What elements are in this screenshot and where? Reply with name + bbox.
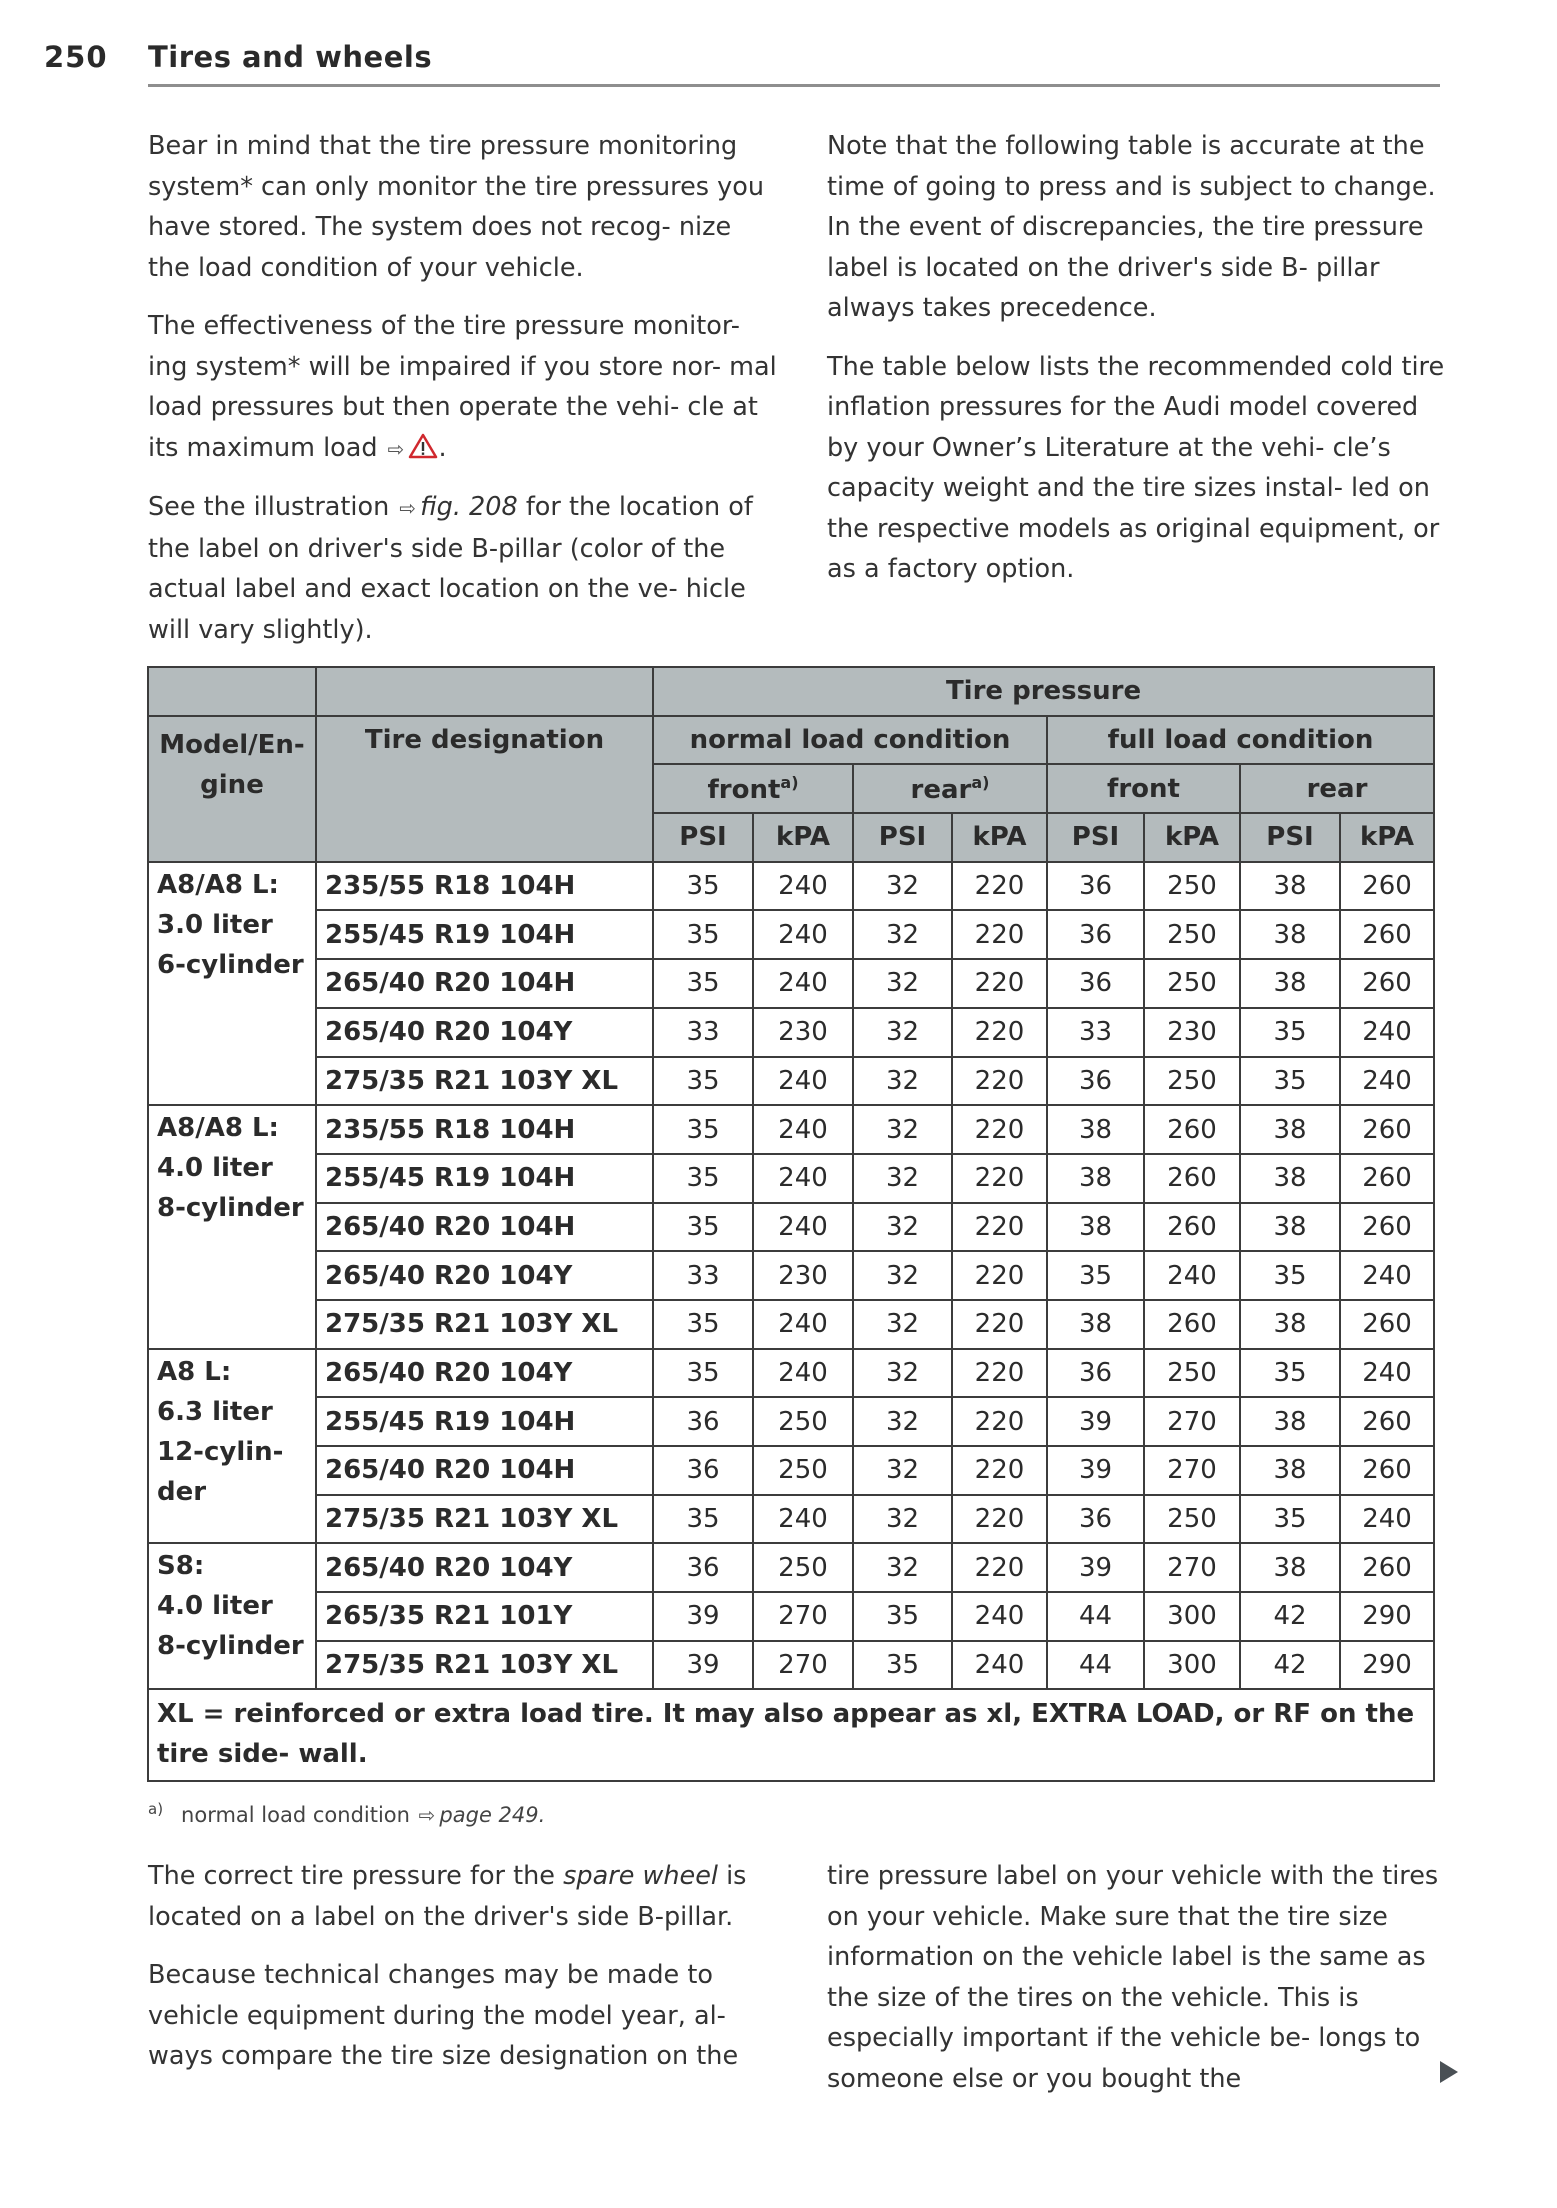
table-row bbox=[148, 1154, 1434, 1203]
kpa-cell: 250 bbox=[753, 1397, 853, 1446]
kpa-cell: 290 bbox=[1340, 1592, 1434, 1641]
psi-cell: 35 bbox=[1047, 1251, 1144, 1300]
psi-cell: 32 bbox=[853, 910, 952, 959]
psi-cell: 32 bbox=[853, 1154, 952, 1203]
kpa-cell: 260 bbox=[1340, 959, 1434, 1008]
kpa-cell: 220 bbox=[952, 959, 1047, 1008]
psi-cell: 36 bbox=[1047, 1349, 1144, 1398]
table-row bbox=[148, 1446, 1434, 1495]
tire-designation-cell: 265/40 R20 104Y bbox=[316, 1251, 653, 1300]
kpa-cell: 240 bbox=[753, 959, 853, 1008]
intro-paragraph-2-text: The effectiveness of the tire pressure monitor- ing system* will be impaired if you store nor- mal load pressures but then operate the vehi- cle at its maximum load bbox=[148, 311, 777, 463]
psi-cell: 39 bbox=[653, 1641, 753, 1690]
model-engine-line: 6.3 liter bbox=[157, 1396, 273, 1427]
model-engine-cell bbox=[148, 1105, 316, 1348]
psi-cell: 35 bbox=[653, 1495, 753, 1544]
model-engine-line: 3.0 liter bbox=[157, 909, 273, 940]
psi-cell: 32 bbox=[853, 1105, 952, 1154]
intro-paragraph-3-start: See the illustration bbox=[148, 492, 390, 522]
model-engine-line: 4.0 liter bbox=[157, 1153, 273, 1184]
model-engine-line: A8/A8 L: bbox=[157, 869, 279, 900]
tire-designation-cell: 265/40 R20 104H bbox=[316, 1446, 653, 1495]
intro-paragraph-3-end: for the location of the label on driver's side B-pillar (color of the actual label and exact location on the ve- hicle will vary slightly). bbox=[148, 492, 753, 645]
psi-cell: 36 bbox=[653, 1446, 753, 1495]
psi-cell: 38 bbox=[1240, 1300, 1340, 1349]
table-row bbox=[148, 1349, 1434, 1398]
model-engine-line: 8-cylinder bbox=[157, 1193, 304, 1224]
kpa-cell: 250 bbox=[753, 1543, 853, 1592]
kpa-cell: 250 bbox=[1144, 862, 1240, 911]
next-page-arrow-icon[interactable] bbox=[1440, 2061, 1458, 2083]
intro-right-column bbox=[827, 126, 1447, 608]
psi-cell: 32 bbox=[853, 862, 952, 911]
psi-cell: 35 bbox=[653, 1154, 753, 1203]
table-row bbox=[148, 1008, 1434, 1057]
tire-designation-cell: 265/35 R21 101Y bbox=[316, 1592, 653, 1641]
intro-right-paragraph-2: The table below lists the recommended cold tire inflation pressures for the Audi model covered by your Owner’s Literature at the vehi- cle’s capacity weight and the tire sizes instal- led on the respective models as original equipment, or as a factory option. bbox=[827, 351, 1445, 584]
psi-cell: 44 bbox=[1047, 1592, 1144, 1641]
header-full-rear: rear bbox=[1240, 764, 1434, 813]
header-front-label: front bbox=[707, 774, 781, 805]
kpa-cell: 260 bbox=[1144, 1105, 1240, 1154]
psi-cell: 33 bbox=[653, 1251, 753, 1300]
psi-cell: 35 bbox=[653, 1203, 753, 1252]
table-row bbox=[148, 1495, 1434, 1544]
psi-cell: 38 bbox=[1240, 862, 1340, 911]
header-rear-label: rear bbox=[910, 774, 972, 805]
kpa-cell: 220 bbox=[952, 910, 1047, 959]
kpa-cell: 260 bbox=[1340, 1105, 1434, 1154]
model-engine-line: 6-cylinder bbox=[157, 949, 304, 980]
tire-designation-cell: 255/45 R19 104H bbox=[316, 1397, 653, 1446]
model-engine-cell bbox=[148, 862, 316, 1105]
psi-cell: 38 bbox=[1240, 1543, 1340, 1592]
psi-cell: 39 bbox=[1047, 1446, 1144, 1495]
model-engine-line: S8: bbox=[157, 1551, 205, 1582]
model-engine-line: der bbox=[157, 1476, 207, 1507]
kpa-cell: 260 bbox=[1340, 1446, 1434, 1495]
kpa-cell: 240 bbox=[952, 1641, 1047, 1690]
kpa-cell: 240 bbox=[1340, 1251, 1434, 1300]
tire-designation-cell: 265/40 R20 104H bbox=[316, 959, 653, 1008]
psi-cell: 32 bbox=[853, 1543, 952, 1592]
kpa-cell: 250 bbox=[1144, 1349, 1240, 1398]
header-tire-designation: Tire designation bbox=[316, 716, 653, 862]
header-kpa: kPA bbox=[1340, 813, 1434, 862]
xl-note: XL = reinforced or extra load tire. It may also appear as xl, EXTRA LOAD, or RF on the tire side- wall. bbox=[148, 1689, 1434, 1781]
model-engine-cell bbox=[148, 1349, 316, 1544]
table-row bbox=[148, 1300, 1434, 1349]
kpa-cell: 240 bbox=[1340, 1495, 1434, 1544]
psi-cell: 35 bbox=[653, 1349, 753, 1398]
table-row bbox=[148, 1105, 1434, 1154]
psi-cell: 32 bbox=[853, 1251, 952, 1300]
psi-cell: 32 bbox=[853, 1008, 952, 1057]
kpa-cell: 230 bbox=[1144, 1008, 1240, 1057]
tire-designation-cell: 235/55 R18 104H bbox=[316, 862, 653, 911]
psi-cell: 32 bbox=[853, 1446, 952, 1495]
header-kpa: kPA bbox=[753, 813, 853, 862]
psi-cell: 35 bbox=[1240, 1251, 1340, 1300]
psi-cell: 38 bbox=[1240, 1154, 1340, 1203]
kpa-cell: 250 bbox=[753, 1446, 853, 1495]
header-normal-rear bbox=[853, 764, 1047, 813]
intro-paragraph-1: Bear in mind that the tire pressure monitoring system* can only monitor the tire pressures you have stored. The system does not recog- nize the load condition of your vehicle. bbox=[148, 131, 765, 283]
kpa-cell: 260 bbox=[1340, 910, 1434, 959]
psi-cell: 36 bbox=[653, 1543, 753, 1592]
psi-cell: 33 bbox=[653, 1008, 753, 1057]
page-number: 250 bbox=[44, 40, 108, 74]
kpa-cell: 260 bbox=[1340, 1543, 1434, 1592]
kpa-cell: 270 bbox=[1144, 1543, 1240, 1592]
kpa-cell: 240 bbox=[753, 1300, 853, 1349]
page-header bbox=[0, 36, 1557, 88]
figure-link[interactable]: fig. 208 bbox=[420, 492, 518, 522]
psi-cell: 36 bbox=[653, 1397, 753, 1446]
psi-cell: 35 bbox=[653, 910, 753, 959]
table-row bbox=[148, 959, 1434, 1008]
spare-wheel-text-start: The correct tire pressure for the bbox=[148, 1861, 555, 1891]
kpa-cell: 220 bbox=[952, 1349, 1047, 1398]
reference-arrow-icon: ⇨ bbox=[399, 496, 417, 520]
psi-cell: 35 bbox=[1240, 1495, 1340, 1544]
header-psi: PSI bbox=[1240, 813, 1340, 862]
kpa-cell: 260 bbox=[1340, 1300, 1434, 1349]
psi-cell: 33 bbox=[1047, 1008, 1144, 1057]
kpa-cell: 260 bbox=[1340, 862, 1434, 911]
bottom-right-column bbox=[827, 1856, 1447, 2117]
intro-paragraph-2 bbox=[148, 306, 778, 469]
header-model-engine: Model/En- gine bbox=[148, 716, 316, 862]
header-blank-model bbox=[148, 667, 316, 716]
kpa-cell: 220 bbox=[952, 1008, 1047, 1057]
bottom-left-column bbox=[148, 1856, 778, 2095]
kpa-cell: 270 bbox=[1144, 1397, 1240, 1446]
psi-cell: 32 bbox=[853, 1300, 952, 1349]
header-kpa: kPA bbox=[1144, 813, 1240, 862]
table-row bbox=[148, 1592, 1434, 1641]
header-full-front: front bbox=[1047, 764, 1240, 813]
kpa-cell: 240 bbox=[952, 1592, 1047, 1641]
psi-cell: 35 bbox=[653, 1300, 753, 1349]
technical-changes-paragraph: Because technical changes may be made to vehicle equipment during the model year, al- ways compare the tire size designation on the bbox=[148, 1960, 739, 2071]
header-psi: PSI bbox=[1047, 813, 1144, 862]
model-engine-line: 12-cylin- bbox=[157, 1436, 284, 1467]
psi-cell: 38 bbox=[1240, 1397, 1340, 1446]
psi-cell: 36 bbox=[1047, 1057, 1144, 1106]
table-row bbox=[148, 1251, 1434, 1300]
psi-cell: 38 bbox=[1047, 1105, 1144, 1154]
kpa-cell: 220 bbox=[952, 1300, 1047, 1349]
psi-cell: 35 bbox=[653, 1057, 753, 1106]
kpa-cell: 220 bbox=[952, 1154, 1047, 1203]
kpa-cell: 240 bbox=[753, 1349, 853, 1398]
model-engine-line: 8-cylinder bbox=[157, 1631, 304, 1662]
kpa-cell: 240 bbox=[753, 862, 853, 911]
kpa-cell: 250 bbox=[1144, 1057, 1240, 1106]
page-title: Tires and wheels bbox=[148, 40, 433, 74]
model-engine-line: 4.0 liter bbox=[157, 1591, 273, 1622]
psi-cell: 38 bbox=[1047, 1300, 1144, 1349]
kpa-cell: 260 bbox=[1340, 1154, 1434, 1203]
psi-cell: 39 bbox=[1047, 1543, 1144, 1592]
kpa-cell: 260 bbox=[1340, 1397, 1434, 1446]
psi-cell: 38 bbox=[1240, 1446, 1340, 1495]
kpa-cell: 220 bbox=[952, 1397, 1047, 1446]
kpa-cell: 240 bbox=[1340, 1349, 1434, 1398]
kpa-cell: 260 bbox=[1340, 1203, 1434, 1252]
table-body bbox=[148, 862, 1434, 1690]
table-row bbox=[148, 862, 1434, 911]
spare-wheel-paragraph bbox=[148, 1856, 778, 1937]
kpa-cell: 240 bbox=[1340, 1008, 1434, 1057]
psi-cell: 44 bbox=[1047, 1641, 1144, 1690]
reference-arrow-icon: ⇨ bbox=[418, 1803, 436, 1827]
kpa-cell: 240 bbox=[753, 1495, 853, 1544]
intro-paragraph-3 bbox=[148, 487, 778, 650]
psi-cell: 32 bbox=[853, 959, 952, 1008]
psi-cell: 32 bbox=[853, 1397, 952, 1446]
table-row bbox=[148, 910, 1434, 959]
kpa-cell: 220 bbox=[952, 1446, 1047, 1495]
psi-cell: 35 bbox=[1240, 1008, 1340, 1057]
psi-cell: 35 bbox=[853, 1641, 952, 1690]
tire-designation-cell: 255/45 R19 104H bbox=[316, 1154, 653, 1203]
psi-cell: 39 bbox=[653, 1592, 753, 1641]
psi-cell: 38 bbox=[1240, 1203, 1340, 1252]
kpa-cell: 260 bbox=[1144, 1300, 1240, 1349]
kpa-cell: 290 bbox=[1340, 1641, 1434, 1690]
kpa-cell: 220 bbox=[952, 1543, 1047, 1592]
header-blank-tire bbox=[316, 667, 653, 716]
psi-cell: 42 bbox=[1240, 1641, 1340, 1690]
header-psi: PSI bbox=[653, 813, 753, 862]
footnote-mark: a) bbox=[971, 772, 990, 792]
psi-cell: 36 bbox=[1047, 910, 1144, 959]
psi-cell: 39 bbox=[1047, 1397, 1144, 1446]
kpa-cell: 240 bbox=[753, 1154, 853, 1203]
tire-designation-cell: 275/35 R21 103Y XL bbox=[316, 1641, 653, 1690]
table-row bbox=[148, 1641, 1434, 1690]
header-psi: PSI bbox=[853, 813, 952, 862]
kpa-cell: 220 bbox=[952, 862, 1047, 911]
table-row bbox=[148, 1057, 1434, 1106]
footnote bbox=[148, 1800, 545, 1827]
psi-cell: 38 bbox=[1047, 1203, 1144, 1252]
model-engine-line: A8 L: bbox=[157, 1356, 232, 1387]
header-normal-front bbox=[653, 764, 853, 813]
tire-designation-cell: 265/40 R20 104H bbox=[316, 1203, 653, 1252]
psi-cell: 32 bbox=[853, 1495, 952, 1544]
header-normal-load: normal load condition bbox=[653, 716, 1047, 765]
kpa-cell: 230 bbox=[753, 1008, 853, 1057]
psi-cell: 35 bbox=[653, 862, 753, 911]
kpa-cell: 240 bbox=[753, 1203, 853, 1252]
kpa-cell: 240 bbox=[753, 1057, 853, 1106]
kpa-cell: 220 bbox=[952, 1495, 1047, 1544]
kpa-cell: 240 bbox=[753, 1105, 853, 1154]
psi-cell: 36 bbox=[1047, 1495, 1144, 1544]
header-tire-pressure: Tire pressure bbox=[653, 667, 1434, 716]
table-row bbox=[148, 1397, 1434, 1446]
model-engine-line: A8/A8 L: bbox=[157, 1113, 279, 1144]
psi-cell: 38 bbox=[1240, 1105, 1340, 1154]
kpa-cell: 230 bbox=[753, 1251, 853, 1300]
psi-cell: 38 bbox=[1240, 910, 1340, 959]
header-kpa: kPA bbox=[952, 813, 1047, 862]
table-row bbox=[148, 1543, 1434, 1592]
kpa-cell: 220 bbox=[952, 1203, 1047, 1252]
kpa-cell: 270 bbox=[753, 1641, 853, 1690]
psi-cell: 35 bbox=[1240, 1349, 1340, 1398]
psi-cell: 42 bbox=[1240, 1592, 1340, 1641]
table-row bbox=[148, 1203, 1434, 1252]
header-full-load: full load condition bbox=[1047, 716, 1434, 765]
intro-paragraph-2-end: . bbox=[438, 432, 447, 463]
kpa-cell: 250 bbox=[1144, 1495, 1240, 1544]
kpa-cell: 250 bbox=[1144, 910, 1240, 959]
warning-triangle-icon[interactable] bbox=[408, 431, 438, 457]
spare-wheel-text-end: is located on a label on the driver's side B-pillar. bbox=[148, 1861, 747, 1932]
footnote-mark: a) bbox=[780, 772, 799, 792]
tire-designation-cell: 255/45 R19 104H bbox=[316, 910, 653, 959]
kpa-cell: 300 bbox=[1144, 1592, 1240, 1641]
psi-cell: 35 bbox=[653, 1105, 753, 1154]
kpa-cell: 250 bbox=[1144, 959, 1240, 1008]
tire-designation-cell: 275/35 R21 103Y XL bbox=[316, 1495, 653, 1544]
tire-designation-cell: 275/35 R21 103Y XL bbox=[316, 1300, 653, 1349]
header-rule bbox=[148, 84, 1440, 87]
tire-designation-cell: 265/40 R20 104Y bbox=[316, 1543, 653, 1592]
intro-right-paragraph-1: Note that the following table is accurate at the time of going to press and is subject to change. In the event of discrepancies, the tire pressure label is located on the driver's side B- pillar always takes precedence. bbox=[827, 131, 1436, 323]
kpa-cell: 240 bbox=[753, 910, 853, 959]
spare-wheel-term: spare wheel bbox=[563, 1861, 718, 1891]
tire-pressure-table bbox=[147, 666, 1435, 1782]
intro-left-column bbox=[148, 126, 778, 668]
psi-cell: 38 bbox=[1047, 1154, 1144, 1203]
footnote-mark: a) bbox=[148, 1800, 164, 1818]
kpa-cell: 260 bbox=[1144, 1154, 1240, 1203]
kpa-cell: 240 bbox=[1144, 1251, 1240, 1300]
kpa-cell: 260 bbox=[1144, 1203, 1240, 1252]
kpa-cell: 270 bbox=[1144, 1446, 1240, 1495]
psi-cell: 36 bbox=[1047, 959, 1144, 1008]
tire-designation-cell: 235/55 R18 104H bbox=[316, 1105, 653, 1154]
psi-cell: 35 bbox=[653, 959, 753, 1008]
tire-designation-cell: 265/40 R20 104Y bbox=[316, 1008, 653, 1057]
kpa-cell: 220 bbox=[952, 1251, 1047, 1300]
footnote-text: normal load condition bbox=[181, 1803, 410, 1827]
kpa-cell: 240 bbox=[1340, 1057, 1434, 1106]
psi-cell: 32 bbox=[853, 1203, 952, 1252]
reference-arrow-icon: ⇨ bbox=[387, 436, 405, 461]
psi-cell: 35 bbox=[853, 1592, 952, 1641]
kpa-cell: 300 bbox=[1144, 1641, 1240, 1690]
psi-cell: 36 bbox=[1047, 862, 1144, 911]
tire-designation-cell: 265/40 R20 104Y bbox=[316, 1349, 653, 1398]
tire-label-paragraph: tire pressure label on your vehicle with the tires on your vehicle. Make sure that the tire size information on the vehicle label is the same as the size of the tires on the vehicle. This is especially important if the vehicle be- longs to someone else or you bought the bbox=[827, 1861, 1439, 2094]
psi-cell: 32 bbox=[853, 1057, 952, 1106]
psi-cell: 35 bbox=[1240, 1057, 1340, 1106]
tire-designation-cell: 275/35 R21 103Y XL bbox=[316, 1057, 653, 1106]
kpa-cell: 270 bbox=[753, 1592, 853, 1641]
kpa-cell: 220 bbox=[952, 1057, 1047, 1106]
psi-cell: 38 bbox=[1240, 959, 1340, 1008]
model-engine-cell bbox=[148, 1543, 316, 1689]
page-link[interactable]: page 249. bbox=[439, 1803, 546, 1827]
psi-cell: 32 bbox=[853, 1349, 952, 1398]
kpa-cell: 220 bbox=[952, 1105, 1047, 1154]
